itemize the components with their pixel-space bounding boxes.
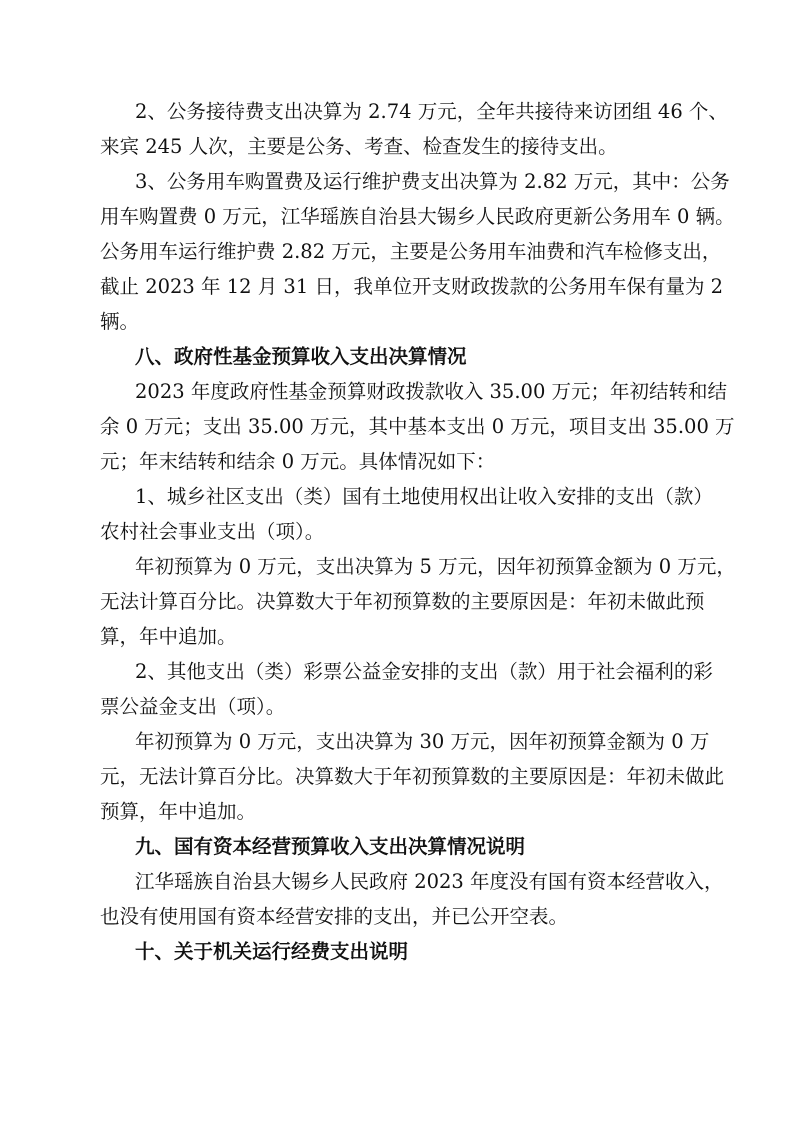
text-line: 也没有使用国有资本经营安排的支出，并已公开空表。 bbox=[100, 905, 569, 928]
text-line: 2023 年度政府性基金预算财政拨款收入 35.00 万元；年初结转和结 bbox=[135, 380, 728, 403]
section-heading-10: 十、关于机关运行经费支出说明 bbox=[135, 940, 409, 963]
text-line: 2、其他支出（类）彩票公益金安排的支出（款）用于社会福利的彩 bbox=[135, 660, 713, 683]
text-line: 元，无法计算百分比。决算数大于年初预算数的主要原因是：年初未做此 bbox=[100, 765, 725, 788]
text-line: 辆。 bbox=[100, 310, 140, 333]
paragraph-item-1-detail bbox=[100, 549, 736, 654]
text-line: 票公益金支出（项）。 bbox=[100, 695, 286, 718]
section-heading-8: 八、政府性基金预算收入支出决算情况 bbox=[135, 345, 467, 368]
document-page bbox=[100, 94, 736, 969]
paragraph-item-1-title bbox=[100, 479, 713, 549]
text-line: 公务用车运行维护费 2.82 万元，主要是公务用车油费和汽车检修支出， bbox=[100, 240, 722, 263]
paragraph-item-2-title bbox=[100, 654, 713, 724]
text-line: 预算，年中追加。 bbox=[100, 800, 257, 823]
text-line: 年初预算为 0 万元，支出决算为 5 万元，因年初预算金额为 0 万元， bbox=[135, 555, 736, 578]
text-line: 3、公务用车购置费及运行维护费支出决算为 2.82 万元，其中：公务 bbox=[135, 170, 730, 193]
section-heading-9: 九、国有资本经营预算收入支出决算情况说明 bbox=[135, 835, 526, 858]
paragraph-item-2-detail bbox=[100, 724, 725, 829]
paragraph-state-capital bbox=[100, 864, 724, 934]
paragraph-fund-summary bbox=[100, 374, 735, 479]
text-line: 元；年末结转和结余 0 万元。具体情况如下： bbox=[100, 450, 496, 473]
paragraph-reception-expense bbox=[100, 94, 728, 164]
text-line: 无法计算百分比。决算数大于年初预算数的主要原因是：年初未做此预 bbox=[100, 590, 705, 613]
text-line: 2、公务接待费支出决算为 2.74 万元，全年共接待来访团组 46 个、 bbox=[135, 100, 728, 123]
text-line: 年初预算为 0 万元，支出决算为 30 万元，因年初预算金额为 0 万 bbox=[135, 730, 710, 753]
text-line: 农村社会事业支出（项）。 bbox=[100, 520, 325, 543]
paragraph-vehicle-expense bbox=[100, 164, 735, 339]
text-line: 余 0 万元；支出 35.00 万元，其中基本支出 0 万元，项目支出 35.00 万 bbox=[100, 415, 735, 438]
text-line: 1、城乡社区支出（类）国有土地使用权出让收入安排的支出（款） bbox=[135, 485, 713, 508]
text-line: 来宾 245 人次，主要是公务、考查、检查发生的接待支出。 bbox=[100, 135, 618, 158]
text-line: 江华瑶族自治县大锡乡人民政府 2023 年度没有国有资本经营收入， bbox=[135, 870, 724, 893]
text-line: 截止 2023 年 12 月 31 日，我单位开支财政拨款的公务用车保有量为 2 bbox=[100, 275, 724, 298]
text-line: 用车购置费 0 万元，江华瑶族自治县大锡乡人民政府更新公务用车 0 辆。 bbox=[100, 205, 735, 228]
text-line: 算，年中追加。 bbox=[100, 625, 237, 648]
